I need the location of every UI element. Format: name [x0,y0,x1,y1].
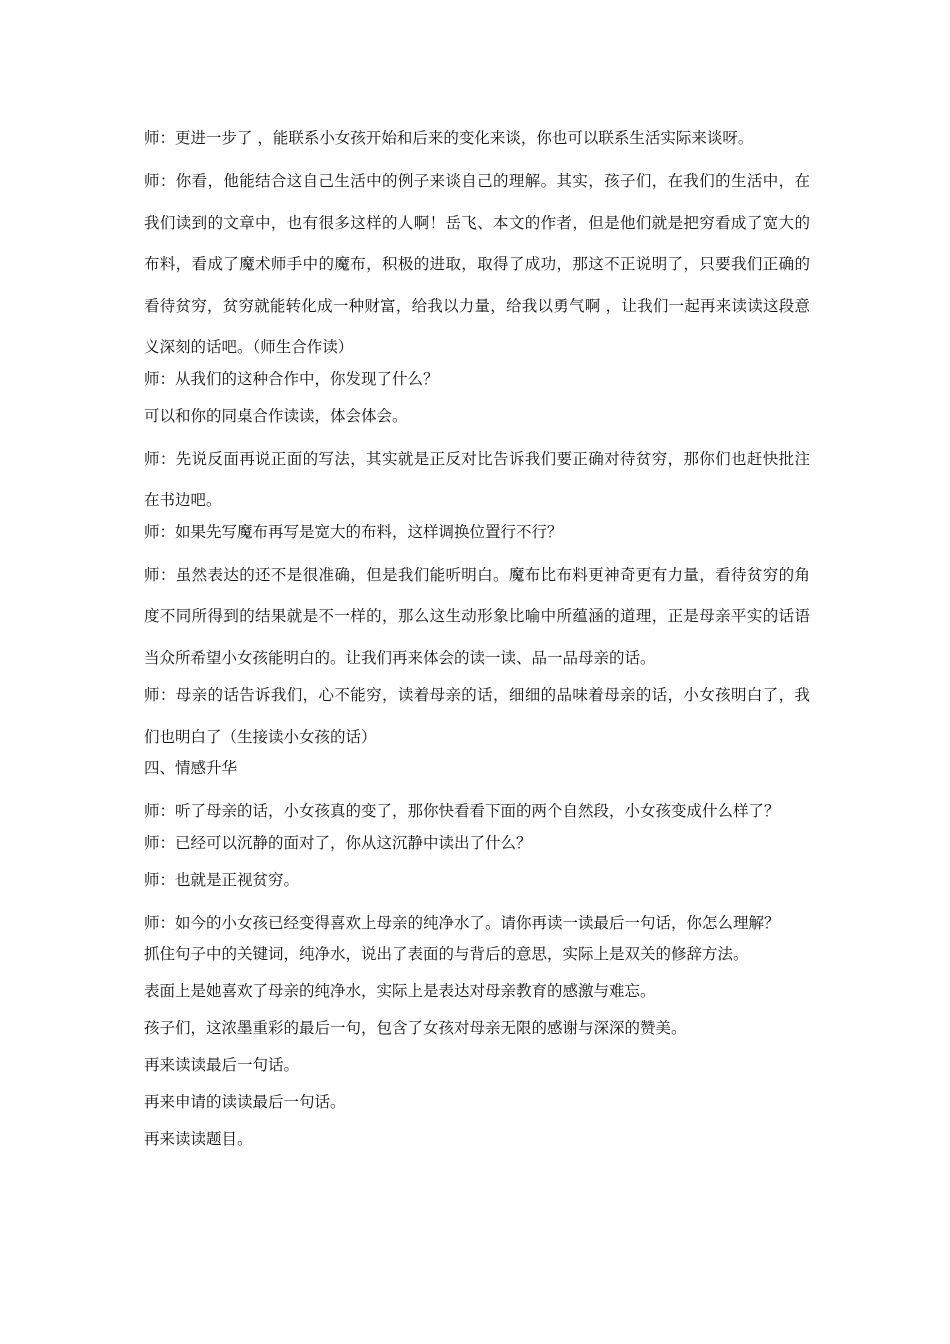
paragraph: 师：已经可以沉静的面对了，你从这沉静中读出了什么？ [144,833,532,852]
paragraph: 师：更进一步了 ，能联系小女孩开始和后来的变化来谈，你也可以联系生活实际来谈呀。 [144,129,754,147]
paragraph: 师：从我们的这种合作中，你发现了什么？ [144,369,439,388]
paragraph: 师：虽然表达的还不是很准确，但是我们能听明白。魔布比布料更神奇更有力量，看待贫穷的角度不同所得到的结果就是不一样的，那么这生动形象比喻中所蕴涵的道理，正是母亲平实的话语当众所希望小女孩能明白的。让我们再来体会的读一读、品一品母亲的话。 [144,565,810,667]
paragraph: 抓住句子中的关键词，纯净水，说出了表面的与背后的意思，实际上是双关的修辞方法。 [144,945,749,963]
paragraph: 再来读读题目。 [144,1130,253,1148]
document-page [144,124,810,1162]
paragraph: 师：母亲的话告诉我们，心不能穷，读着母亲的话，细细的品味着母亲的话，小女孩明白了，我们也明白了（生接读小女孩的话） [144,686,810,746]
paragraph: 再来申请的读读最后一句话。 [144,1093,346,1111]
paragraph: 再来读读最后一句话。 [144,1056,300,1074]
paragraph: 可以和你的同桌合作读读，体会体会。 [144,406,408,425]
section-heading: 四、情感升华 [144,759,238,777]
paragraph: 孩子们，这浓墨重彩的最后一句，包含了女孩对母亲无限的感谢与深深的赞美。 [144,1019,687,1037]
paragraph: 师：先说反面再说正面的写法，其实就是正反对比告诉我们要正确对待贫穷，那你们也赶快批注在书边吧。 [144,449,810,509]
paragraph: 师：如果先写魔布再写是宽大的布料，这样调换位置行不行？ [144,522,563,541]
paragraph: 师：如今的小女孩已经变得喜欢上母亲的纯净水了。请你再读一读最后一句话，你怎么理解？ [144,913,780,932]
paragraph: 师：你看，他能结合这自己生活中的例子来谈自己的理解。其实，孩子们，在我们的生活中，在我们读到的文章中，也有很多这样的人啊！岳飞、本文的作者，但是他们就是把穷看成了宽大的布料，看成了魔术师手中的魔布，积极的进取，取得了成功，那这不正说明了，只要我们正确的看待贫穷，贫穷就能转化成一种财富，给我以力量，给我以勇气啊 ，让我们一起再来读读这段意义深刻的话吧。（师生合作读） [144,172,810,356]
paragraph: 师：听了母亲的话，小女孩真的变了，那你快看看下面的两个自然段，小女孩变成什么样了？ [144,802,780,820]
paragraph: 表面上是她喜欢了母亲的纯净水，实际上是表达对母亲教育的感激与难忘。 [144,982,656,1000]
paragraph: 师：也就是正视贫穷。 [144,870,300,889]
